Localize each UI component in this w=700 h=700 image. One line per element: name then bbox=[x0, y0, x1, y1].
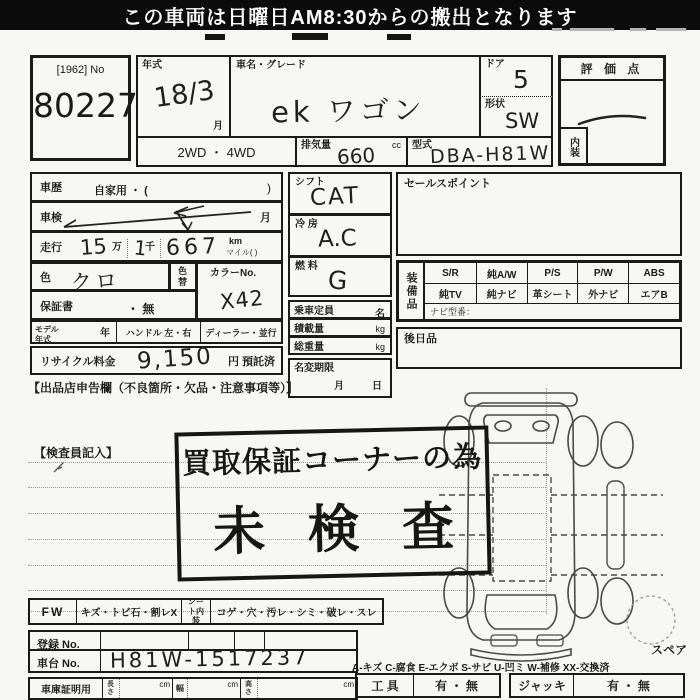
model-year-row bbox=[30, 320, 283, 344]
equip-abs: ABS bbox=[628, 263, 679, 283]
history-paren-close: ) bbox=[267, 181, 271, 195]
lot-number: 80227 bbox=[33, 86, 138, 125]
interior-cell bbox=[560, 127, 588, 164]
equip-alloy: 純A/W bbox=[476, 263, 527, 283]
fuel-value: G bbox=[327, 265, 349, 296]
color-change-label: 色替 bbox=[178, 266, 188, 287]
car-name-label: 車名・グレード bbox=[236, 60, 306, 71]
fuel-box bbox=[288, 256, 392, 297]
model-code-cell bbox=[406, 136, 553, 167]
recycle-fee-row bbox=[30, 343, 283, 375]
door-label: ドア bbox=[485, 59, 505, 70]
equipment-label: 装備品 bbox=[405, 271, 417, 311]
banner-text: この車両は日曜日AM8:30からの搬出となります bbox=[122, 6, 578, 29]
door-value: 5 bbox=[513, 65, 529, 94]
warranty-value: ・ 無 bbox=[127, 302, 155, 316]
car-name-cell bbox=[229, 55, 481, 138]
capacity-row bbox=[288, 300, 392, 319]
print-fragment bbox=[387, 34, 411, 40]
registration-label: 登録 No. bbox=[37, 639, 80, 651]
print-fragment bbox=[656, 28, 686, 31]
shift-label: シフト bbox=[295, 177, 325, 188]
mileage-label: 走行 bbox=[40, 242, 62, 254]
displacement-cell bbox=[295, 136, 408, 167]
later-items-label: 後日品 bbox=[404, 333, 437, 345]
recycle-fee-value: 9,150 bbox=[136, 343, 214, 375]
displacement-label: 排気量 bbox=[301, 140, 331, 151]
year-label: 年式 bbox=[142, 60, 162, 71]
door-cell bbox=[479, 55, 553, 97]
fuel-label: 燃 料 bbox=[295, 261, 318, 272]
inspection-strike-mark bbox=[46, 203, 276, 232]
mileage-sen-unit: 千 bbox=[145, 242, 155, 253]
length-label: 長さ bbox=[107, 680, 114, 696]
jack-label: ジャッキ bbox=[518, 679, 566, 693]
drive-label: 2WD ・ 4WD bbox=[177, 145, 256, 160]
displacement-value: 660 bbox=[336, 143, 376, 169]
fw-label: FW bbox=[41, 604, 65, 619]
equip-leather: 革シート bbox=[527, 283, 578, 303]
model-code-label: 型式 bbox=[412, 140, 432, 151]
shift-value: CAT bbox=[309, 182, 361, 212]
tool-value: 有 ・ 無 bbox=[435, 679, 478, 693]
history-label: 車歴 bbox=[40, 182, 62, 194]
lot-tag: [1962] No bbox=[56, 64, 105, 76]
capacity-unit: 名 bbox=[375, 309, 385, 320]
equip-airbag: エアB bbox=[628, 283, 679, 303]
color-value: クロ bbox=[69, 268, 121, 297]
color-label: 色 bbox=[40, 272, 51, 284]
warranty-label: 保証書 bbox=[40, 301, 73, 313]
navi-model-row: ナビ型番： bbox=[425, 303, 679, 319]
height-label: 高さ bbox=[245, 680, 252, 696]
load-row bbox=[288, 318, 392, 337]
history-value: 自家用 ・ ( bbox=[94, 185, 148, 197]
equip-tv: 純TV bbox=[425, 283, 476, 303]
mileage-man-unit: 万 bbox=[112, 242, 122, 253]
model-code-value: DBA-H81W bbox=[429, 141, 551, 169]
inspection-row bbox=[30, 201, 283, 232]
year-cell bbox=[136, 55, 231, 138]
model-year-label: モデル年式 bbox=[35, 325, 59, 344]
displacement-unit: cc bbox=[392, 140, 401, 150]
declaration-label: 【出品店申告欄（不良箇所・欠品・注意事項等）】 bbox=[28, 381, 299, 395]
jack-box bbox=[509, 673, 685, 698]
recycle-fee-suffix: 円 預託済 bbox=[227, 356, 275, 368]
shape-label: 形状 bbox=[485, 99, 505, 110]
garage-label: 車庫証明用 bbox=[41, 685, 91, 696]
print-fragment bbox=[292, 33, 328, 40]
car-name-value: ek ワゴン bbox=[270, 92, 427, 130]
shift-box bbox=[288, 172, 392, 215]
mileage-sen-value: 1 bbox=[132, 235, 148, 261]
spare-label: スペア bbox=[651, 643, 688, 657]
stamp-line1: 買取保証コーナーの為 bbox=[181, 441, 483, 481]
tool-box bbox=[355, 673, 501, 698]
tool-label: 工 具 bbox=[371, 679, 399, 693]
jack-value: 有 ・ 無 bbox=[607, 679, 650, 693]
color-no-label: カラーNo. bbox=[210, 268, 257, 279]
year-value: 18/3 bbox=[152, 74, 217, 115]
mileage-km-label: km bbox=[229, 236, 243, 246]
weight-unit: kg bbox=[375, 342, 385, 352]
equipment-box bbox=[396, 260, 682, 322]
recycle-fee-label: リサイクル料金 bbox=[40, 356, 116, 368]
shape-value: SW bbox=[505, 109, 540, 133]
color-row bbox=[30, 262, 170, 297]
damage-legend: A-キズ C-腐食 E-エクボ S-サビ U-凹ミ W-補修 XX-交換済 bbox=[352, 663, 610, 674]
equip-ps: P/S bbox=[527, 263, 578, 283]
year-month-suffix: 月 bbox=[213, 121, 223, 132]
name-change-month: 月 bbox=[334, 381, 344, 392]
chassis-value: H81W-1517237 bbox=[109, 645, 310, 673]
cm-unit: cm bbox=[159, 680, 170, 689]
lot-number-box bbox=[30, 55, 138, 161]
ac-box bbox=[288, 214, 392, 257]
color-no-cell bbox=[196, 262, 283, 320]
fw-row bbox=[28, 598, 384, 625]
name-change-day: 日 bbox=[372, 381, 382, 392]
interior-label: 内装 bbox=[567, 136, 579, 157]
divider bbox=[100, 651, 101, 671]
inspection-label: 車検 bbox=[40, 212, 62, 224]
evaluation-box bbox=[558, 55, 666, 166]
divider bbox=[100, 632, 101, 649]
handle-label: ハンドル 左・右 bbox=[125, 327, 192, 338]
uninspected-stamp bbox=[174, 425, 491, 581]
equip-pw: P/W bbox=[577, 263, 628, 283]
stamp-line2: 未 検 査 bbox=[212, 497, 469, 562]
color-change-cell bbox=[169, 262, 197, 291]
equip-extnavi: 外ナビ bbox=[577, 283, 628, 303]
print-fragment bbox=[205, 34, 225, 40]
weight-label: 総重量 bbox=[294, 342, 324, 353]
garage-row bbox=[28, 677, 358, 700]
later-items-box bbox=[396, 327, 682, 369]
weight-row bbox=[288, 336, 392, 355]
evaluation-label: 評 価 点 bbox=[561, 58, 663, 81]
inspection-month-label: 月 bbox=[260, 212, 271, 224]
equip-sr: S/R bbox=[442, 267, 459, 279]
print-fragment bbox=[630, 28, 646, 31]
seat-interior-label: シート内装 bbox=[188, 597, 204, 626]
history-row bbox=[30, 172, 283, 202]
sales-point-label: セールスポイント bbox=[404, 178, 492, 190]
fw-text: キズ・トビ石・割レX bbox=[80, 608, 178, 619]
capacity-label: 乗車定員 bbox=[294, 306, 334, 317]
model-year-suffix: 年 bbox=[100, 328, 110, 339]
cm-unit: cm bbox=[227, 680, 238, 689]
ac-value: A.C bbox=[317, 225, 358, 253]
inspector-label: 【検査員記入】 bbox=[34, 446, 119, 460]
load-label: 積載量 bbox=[294, 324, 324, 335]
divider bbox=[160, 239, 161, 258]
mileage-man-value: 15 bbox=[79, 234, 108, 260]
dealer-label: ディーラー・並行 bbox=[205, 327, 277, 338]
seat-text: コゲ・穴・汚レ・シミ・破レ・スレ bbox=[216, 608, 377, 619]
ac-label: 冷 房 bbox=[295, 219, 318, 230]
mileage-rest-value: 667 bbox=[165, 234, 221, 261]
equip-navi: 純ナビ bbox=[476, 283, 527, 303]
print-fragment bbox=[552, 28, 562, 31]
width-label: 幅 bbox=[176, 684, 184, 693]
name-change-label: 名変期限 bbox=[294, 363, 334, 374]
cm-unit: cm bbox=[343, 680, 354, 689]
warranty-row bbox=[30, 290, 197, 320]
mileage-row bbox=[30, 231, 283, 262]
load-unit: kg bbox=[375, 324, 385, 334]
chassis-label: 車台 No. bbox=[37, 658, 80, 670]
drive-cell bbox=[136, 136, 297, 167]
divider bbox=[127, 239, 128, 258]
print-fragment bbox=[570, 28, 614, 31]
shape-cell bbox=[479, 97, 553, 138]
top-banner bbox=[0, 0, 700, 30]
color-no-value: X42 bbox=[218, 285, 266, 315]
mileage-mile-label: マイル( ) bbox=[226, 248, 258, 257]
sales-point-box bbox=[396, 172, 682, 256]
